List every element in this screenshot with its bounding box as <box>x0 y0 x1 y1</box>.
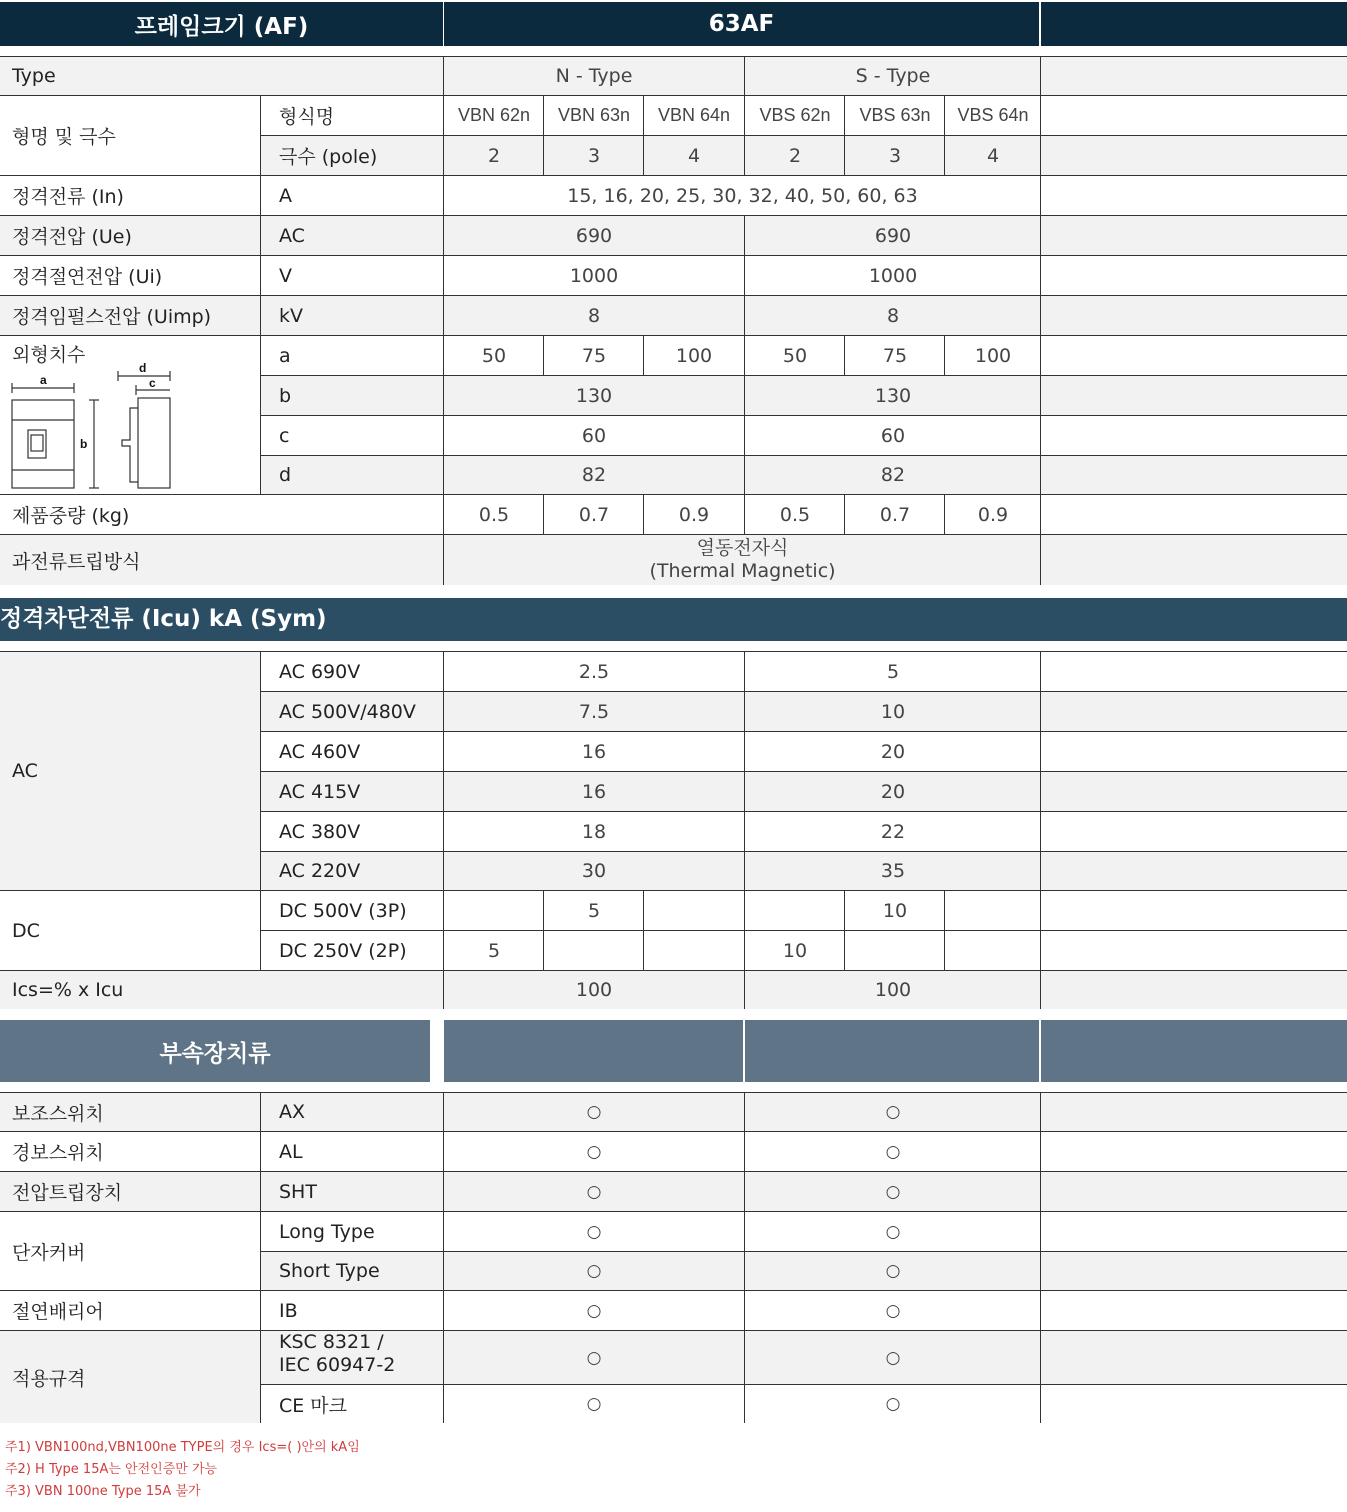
alarm-switch-row <box>0 1132 1347 1171</box>
blank-cell <box>1040 852 1347 890</box>
blank-cell <box>1040 931 1347 970</box>
insulation-barrier-label: 절연배리어 <box>12 1301 104 1323</box>
footnote: 주3) VBN 100ne Type 15A 불가 <box>5 1484 201 1499</box>
insulation-barrier-row <box>0 1291 1347 1330</box>
rated-current-label: 정격전류 (In) <box>12 186 124 208</box>
icu-dc-value <box>944 891 1041 930</box>
table-rule <box>0 1131 1347 1132</box>
model-name: VBN 63n <box>543 96 644 135</box>
icu-ac-row <box>260 852 1347 890</box>
icu-dc-value: 10 <box>744 931 845 970</box>
accessories-title: 부속장치류 <box>0 1020 430 1082</box>
blank-cell <box>1040 1291 1347 1330</box>
standards-ksc-row <box>260 1331 1347 1384</box>
table-rule <box>0 215 1347 216</box>
table-rule <box>260 691 1347 692</box>
pole-count: 2 <box>744 136 845 175</box>
trip-row <box>0 535 1347 585</box>
available-mark: ○ <box>443 1252 744 1290</box>
table-rule <box>0 970 1347 971</box>
pole-count: 3 <box>844 136 945 175</box>
frame-size-value: 63AF <box>444 2 1039 46</box>
table-rule <box>0 255 1347 256</box>
trip-label: 과전류트립방식 <box>12 550 141 573</box>
frame-size-label: 프레임크기 (AF) <box>0 2 443 46</box>
table-rule <box>260 731 1347 732</box>
rated-voltage-row <box>0 216 1347 255</box>
icu-ac-voltage: AC 690V <box>260 652 444 691</box>
aux-switch-label: 보조스위치 <box>12 1102 104 1125</box>
trip-value <box>443 535 1041 585</box>
available-mark: ○ <box>443 1132 744 1171</box>
pole-count: 2 <box>443 136 544 175</box>
insulation-voltage-n: 1000 <box>443 256 744 295</box>
weight-value: 0.7 <box>844 495 945 534</box>
available-mark: ○ <box>744 1331 1041 1384</box>
breaker-outline-diagram <box>0 336 259 494</box>
icu-section-band <box>0 598 1347 641</box>
table-rule <box>0 890 1347 891</box>
header-blank <box>1041 2 1347 46</box>
diagram-label-b: b <box>80 437 88 451</box>
available-mark: ○ <box>744 1132 1041 1171</box>
blank-cell <box>1040 812 1347 851</box>
icu-dc-row <box>260 931 1347 970</box>
shunt-trip-label: 전압트립장치 <box>12 1182 123 1204</box>
impulse-voltage-n: 8 <box>443 296 744 335</box>
footnote: 주2) H Type 15A는 안전인증만 가능 <box>5 1462 218 1477</box>
icu-dc-value <box>643 891 744 930</box>
blank-cell <box>1040 1132 1347 1171</box>
diagram-label-a: a <box>40 373 47 387</box>
icu-ac-voltage: AC 500V/480V <box>260 692 444 731</box>
standards-ce: CE 마크 <box>260 1385 444 1423</box>
blank-cell <box>1040 971 1347 1009</box>
icu-ac-row <box>260 692 1347 731</box>
icu-dc-value <box>443 891 544 930</box>
insulation-voltage-s: 1000 <box>744 256 1041 295</box>
type-row <box>0 57 1347 95</box>
icu-ac-label: AC <box>12 760 38 782</box>
blank-cell <box>1040 1385 1347 1423</box>
accessories-header-n <box>444 1020 743 1082</box>
ics-n: 100 <box>443 971 744 1009</box>
table-rule <box>260 375 1347 376</box>
impulse-voltage-row <box>0 296 1347 335</box>
table-rule <box>260 771 1347 772</box>
icu-dc-value <box>744 891 845 930</box>
table-rule <box>0 651 1347 652</box>
icu-ac-n: 16 <box>443 732 744 771</box>
accessories-header <box>0 1020 1347 1082</box>
icu-ac-s: 10 <box>744 692 1041 731</box>
available-mark: ○ <box>443 1385 744 1423</box>
blank-cell <box>1040 692 1347 731</box>
table-rule <box>0 1290 1347 1291</box>
available-mark: ○ <box>443 1172 744 1211</box>
impulse-voltage-unit: kV <box>260 296 444 335</box>
table-rule <box>0 95 1347 96</box>
alarm-switch-label: 경보스위치 <box>12 1142 104 1164</box>
dimension-a-value: 75 <box>844 336 945 375</box>
dimension-d-row <box>260 456 1347 494</box>
accessories-header-s <box>745 1020 1039 1082</box>
table-rule <box>260 930 1347 931</box>
standards-ce-row <box>260 1385 1347 1423</box>
blank-cell <box>1040 136 1347 175</box>
aux-switch-code: AX <box>260 1093 444 1131</box>
blank-cell <box>1040 456 1347 494</box>
dimension-b-s: 130 <box>744 376 1041 415</box>
icu-dc-row <box>260 891 1347 930</box>
trip-value-line1: 열동전자식 <box>696 537 789 559</box>
dimension-a-row <box>260 336 1347 375</box>
terminal-cover-long: Long Type <box>260 1212 444 1251</box>
available-mark: ○ <box>744 1172 1041 1211</box>
ics-s: 100 <box>744 971 1041 1009</box>
icu-dc-value: 5 <box>543 891 644 930</box>
aux-switch-row <box>0 1093 1347 1131</box>
standards-ksc-line2: IEC 60947-2 <box>279 1354 396 1376</box>
model-name: VBS 63n <box>844 96 945 135</box>
icu-ac-row <box>260 652 1347 691</box>
blank-cell <box>1040 416 1347 455</box>
icu-ac-s: 22 <box>744 812 1041 851</box>
model-name-row <box>0 96 1347 135</box>
dimensions-label: 외형치수 <box>12 344 86 366</box>
insulation-voltage-row <box>0 256 1347 295</box>
dimension-a-value: 50 <box>443 336 544 375</box>
icu-ac-voltage: AC 415V <box>260 772 444 811</box>
terminal-cover-label: 단자커버 <box>12 1241 86 1264</box>
available-mark: ○ <box>744 1385 1041 1423</box>
table-rule <box>0 56 1347 57</box>
icu-ac-s: 20 <box>744 772 1041 811</box>
ics-row <box>0 971 1347 1009</box>
pole-count: 3 <box>543 136 644 175</box>
blank-cell <box>1040 1212 1347 1251</box>
dimension-c-row <box>260 416 1347 455</box>
model-name: VBN 64n <box>643 96 744 135</box>
blank-cell <box>1040 376 1347 415</box>
rated-current-value: 15, 16, 20, 25, 30, 32, 40, 50, 60, 63 <box>443 176 1041 215</box>
s-type-label: S - Type <box>744 57 1041 95</box>
dimension-b-n: 130 <box>443 376 744 415</box>
dimension-d-label: d <box>260 456 444 494</box>
icu-ac-n: 18 <box>443 812 744 851</box>
blank-cell <box>1040 891 1347 930</box>
accessories-header-blank <box>1041 1020 1347 1082</box>
rated-voltage-n: 690 <box>443 216 744 255</box>
pole-sub-label: 극수 (pole) <box>260 136 444 175</box>
dimension-c-s: 60 <box>744 416 1041 455</box>
diagram-label-d: d <box>139 361 147 375</box>
available-mark: ○ <box>744 1093 1041 1131</box>
dimension-b-label: b <box>260 376 444 415</box>
blank-cell <box>1040 176 1347 215</box>
model-name: VBN 62n <box>443 96 544 135</box>
table-rule <box>0 335 1347 336</box>
table-rule <box>0 534 1347 535</box>
insulation-voltage-label: 정격절연전압 (Ui) <box>12 266 163 288</box>
impulse-voltage-label: 정격임펄스전압 (Uimp) <box>12 306 212 328</box>
terminal-cover-long-row <box>260 1212 1347 1251</box>
rated-voltage-unit: AC <box>260 216 444 255</box>
shunt-trip-row <box>0 1172 1347 1211</box>
alarm-switch-code: AL <box>260 1132 444 1171</box>
pole-row <box>260 136 1347 175</box>
icu-dc-value: 10 <box>844 891 945 930</box>
ics-label: Ics=% x Icu <box>12 979 124 1001</box>
terminal-cover-short-row <box>260 1252 1347 1290</box>
weight-value: 0.9 <box>643 495 744 534</box>
icu-dc-value: 5 <box>443 931 544 970</box>
blank-cell <box>1040 296 1347 335</box>
rated-voltage-s: 690 <box>744 216 1041 255</box>
icu-dc-voltage: DC 250V (2P) <box>260 931 444 970</box>
table-rule <box>0 175 1347 176</box>
weight-label: 제품중량 (kg) <box>12 505 130 527</box>
available-mark: ○ <box>443 1212 744 1251</box>
dimension-c-label: c <box>260 416 444 455</box>
blank-cell <box>1040 1172 1347 1211</box>
table-rule <box>260 135 1347 136</box>
blank-cell <box>1040 1331 1347 1384</box>
model-name: VBS 64n <box>944 96 1041 135</box>
icu-ac-n: 7.5 <box>443 692 744 731</box>
icu-dc-value <box>543 931 644 970</box>
pole-count: 4 <box>643 136 744 175</box>
weight-value: 0.9 <box>944 495 1041 534</box>
table-rule <box>260 415 1347 416</box>
standards-ksc-line1: KSC 8321 / <box>279 1331 384 1353</box>
frame-size-header <box>0 2 1347 46</box>
icu-dc-label: DC <box>12 919 40 942</box>
table-rule <box>0 1092 1347 1093</box>
model-name: VBS 62n <box>744 96 845 135</box>
icu-ac-row <box>260 772 1347 811</box>
table-rule <box>260 1384 1347 1385</box>
pole-count: 4 <box>944 136 1041 175</box>
icu-ac-voltage: AC 220V <box>260 852 444 890</box>
model-sub-label: 형식명 <box>260 96 444 135</box>
available-mark: ○ <box>443 1093 744 1131</box>
blank-cell <box>1040 96 1347 135</box>
table-rule <box>0 295 1347 296</box>
dimension-a-value: 75 <box>543 336 644 375</box>
standards-label: 적용규격 <box>12 1367 86 1390</box>
blank-cell <box>1040 535 1347 585</box>
blank-cell <box>1040 772 1347 811</box>
icu-ac-s: 35 <box>744 852 1041 890</box>
shunt-trip-code: SHT <box>260 1172 444 1211</box>
blank-cell <box>1040 1093 1347 1131</box>
available-mark: ○ <box>744 1291 1041 1330</box>
table-rule <box>260 1251 1347 1252</box>
blank-cell <box>1040 256 1347 295</box>
icu-ac-s: 20 <box>744 732 1041 771</box>
available-mark: ○ <box>443 1331 744 1384</box>
icu-ac-n: 30 <box>443 852 744 890</box>
blank-cell <box>1040 495 1347 534</box>
table-rule <box>0 1171 1347 1172</box>
blank-cell <box>1040 336 1347 375</box>
standards-ksc <box>260 1331 444 1384</box>
table-rule <box>0 494 1347 495</box>
blank-cell <box>1040 1252 1347 1290</box>
table-rule <box>0 1211 1347 1212</box>
icu-dc-value <box>944 931 1041 970</box>
table-rule <box>260 851 1347 852</box>
icu-dc-voltage: DC 500V (3P) <box>260 891 444 930</box>
icu-ac-voltage: AC 380V <box>260 812 444 851</box>
table-rule <box>0 1330 1347 1331</box>
icu-ac-row <box>260 812 1347 851</box>
icu-ac-n: 2.5 <box>443 652 744 691</box>
dimension-b-row <box>260 376 1347 415</box>
trip-value-line2: (Thermal Magnetic) <box>649 560 836 582</box>
available-mark: ○ <box>744 1212 1041 1251</box>
model-group-label: 형명 및 극수 <box>12 126 116 148</box>
icu-ac-row <box>260 732 1347 771</box>
weight-row <box>0 495 1347 534</box>
footnote: 주1) VBN100nd,VBN100ne TYPE의 경우 Ics=( )안의 kA임 <box>5 1440 360 1455</box>
weight-value: 0.7 <box>543 495 644 534</box>
blank-cell <box>1040 57 1347 95</box>
available-mark: ○ <box>443 1291 744 1330</box>
blank-cell <box>1040 652 1347 691</box>
weight-value: 0.5 <box>443 495 544 534</box>
table-rule <box>260 455 1347 456</box>
available-mark: ○ <box>744 1252 1041 1290</box>
insulation-voltage-unit: V <box>260 256 444 295</box>
icu-ac-s: 5 <box>744 652 1041 691</box>
dimension-a-value: 100 <box>643 336 744 375</box>
icu-dc-value <box>844 931 945 970</box>
rated-voltage-label: 정격전압 (Ue) <box>12 226 132 248</box>
type-label: Type <box>12 65 56 87</box>
dimension-d-n: 82 <box>443 456 744 494</box>
terminal-cover-short: Short Type <box>260 1252 444 1290</box>
n-type-label: N - Type <box>443 57 744 95</box>
insulation-barrier-code: IB <box>260 1291 444 1330</box>
rated-current-unit: A <box>260 176 444 215</box>
impulse-voltage-s: 8 <box>744 296 1041 335</box>
dimensions-cell <box>0 336 259 494</box>
dimension-a-value: 100 <box>944 336 1041 375</box>
rated-current-row <box>0 176 1347 215</box>
icu-section-title: 정격차단전류 (Icu) kA (Sym) <box>0 606 327 632</box>
icu-dc-value <box>643 931 744 970</box>
diagram-label-c: c <box>149 376 156 390</box>
table-rule <box>260 811 1347 812</box>
dimension-d-s: 82 <box>744 456 1041 494</box>
dimension-a-label: a <box>260 336 444 375</box>
weight-value: 0.5 <box>744 495 845 534</box>
dimension-a-value: 50 <box>744 336 845 375</box>
blank-cell <box>1040 732 1347 771</box>
icu-ac-n: 16 <box>443 772 744 811</box>
icu-ac-voltage: AC 460V <box>260 732 444 771</box>
dimension-c-n: 60 <box>443 416 744 455</box>
blank-cell <box>1040 216 1347 255</box>
